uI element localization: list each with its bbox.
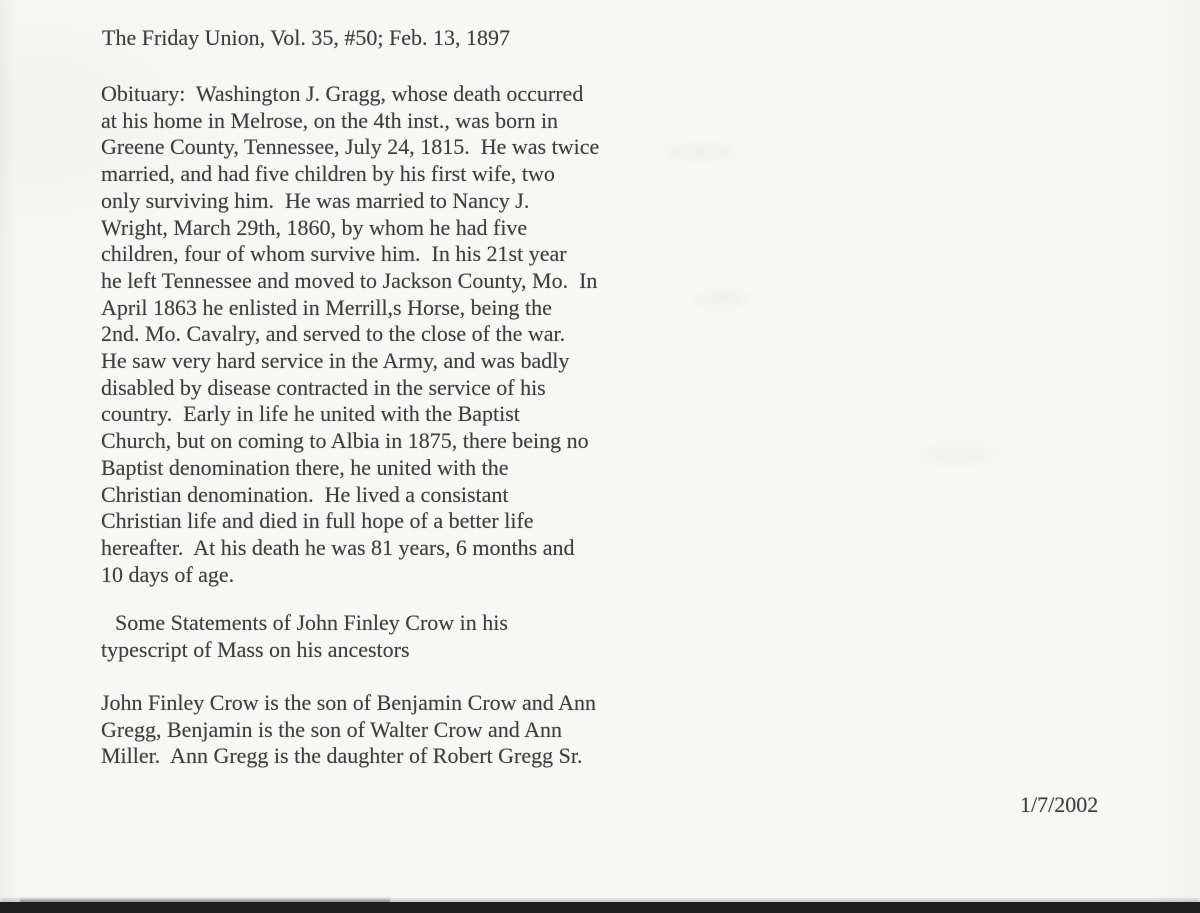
text-line: married, and had five children by his first wife, two [101, 161, 555, 187]
text-line: disabled by disease contracted in the service of his [101, 374, 546, 400]
text-line: at his home in Melrose, on the 4th inst., was born in [101, 107, 559, 133]
text-line: children, four of whom survive him. In his 21st year [101, 241, 567, 267]
text-line: Greene County, Tennessee, July 24, 1815. He was twice [101, 134, 600, 160]
text-line: Obituary: Washington J. Gragg, whose death occurred [101, 81, 584, 106]
text-line: Christian life and died in full hope of a better life [101, 508, 534, 534]
text-line: only surviving him. He was married to Nancy J. [101, 187, 530, 213]
text-line: Gregg, Benjamin is the son of Walter Crow and Ann [101, 716, 562, 742]
text-line: Baptist denomination there, he united with the [101, 454, 509, 480]
text-line: 10 days of age. [101, 561, 235, 587]
text-line: John Finley Crow is the son of Benjamin Crow and Ann [101, 690, 596, 715]
obituary-paragraph [101, 81, 599, 588]
text-line: typescript of Mass on his ancestors [101, 636, 410, 662]
genealogy-paragraph [101, 690, 596, 770]
document-header: The Friday Union, Vol. 35, #50; Feb. 13, 1897 [102, 25, 511, 50]
text-line: he left Tennessee and moved to Jackson County, Mo. In [101, 267, 598, 293]
statements-paragraph [101, 610, 508, 663]
text-line: country. Early in life he united with the Baptist [101, 401, 520, 427]
text-line: Wright, March 29th, 1860, by whom he had five [101, 214, 528, 240]
date-stamp: 1/7/2002 [1020, 792, 1099, 817]
text-line: 2nd. Mo. Cavalry, and served to the close of the war. [101, 321, 566, 347]
text-line: Church, but on coming to Albia in 1875, there being no [101, 428, 589, 454]
text-line: April 1863 he enlisted in Merrill,s Horse, being the [101, 294, 552, 320]
text-line: hereafter. At his death he was 81 years, 6 months and [101, 534, 575, 560]
text-line: He saw very hard service in the Army, and was badly [101, 348, 570, 374]
scan-edge-bar [0, 902, 1200, 913]
text-line: Some Statements of John Finley Crow in his [115, 610, 508, 635]
text-line: Miller. Ann Gregg is the daughter of Robert Gregg Sr. [101, 743, 583, 769]
text-line: Christian denomination. He lived a consistant [101, 481, 509, 507]
